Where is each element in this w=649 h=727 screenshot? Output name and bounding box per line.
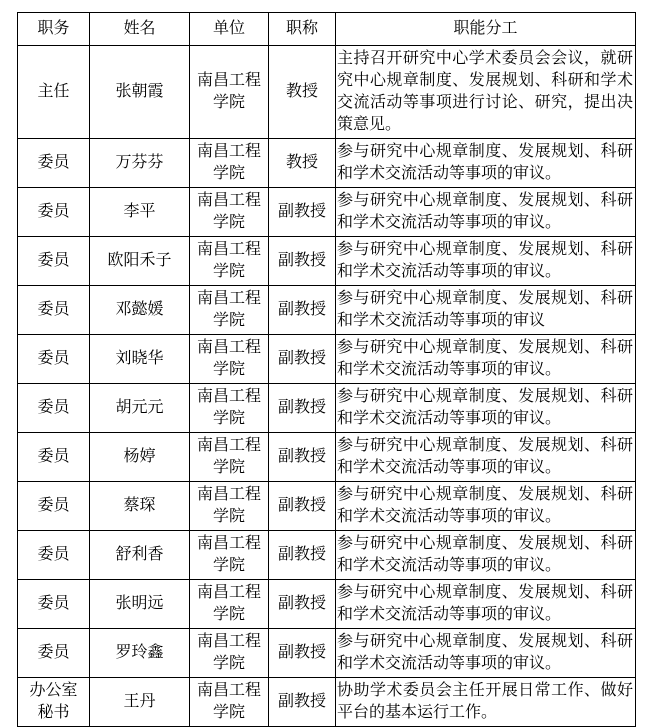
column-header-title: 职称	[269, 13, 336, 46]
cell-duty: 参与研究中心规章制度、发展规划、科研和学术交流活动等事项的审议	[336, 286, 636, 335]
cell-unit: 南昌工程学院	[190, 139, 269, 188]
cell-position: 委员	[18, 237, 90, 286]
cell-position: 委员	[18, 384, 90, 433]
cell-unit: 南昌工程学院	[190, 482, 269, 531]
cell-title: 副教授	[269, 580, 336, 629]
cell-duty: 协助学术委员会主任开展日常工作、做好平台的基本运行工作。	[336, 678, 636, 727]
table-row	[18, 482, 636, 531]
table-row	[18, 46, 636, 139]
table-row	[18, 139, 636, 188]
cell-title: 副教授	[269, 188, 336, 237]
table-row	[18, 678, 636, 727]
cell-title: 副教授	[269, 286, 336, 335]
cell-unit: 南昌工程学院	[190, 678, 269, 727]
table-header-row	[18, 13, 636, 46]
cell-title: 教授	[269, 46, 336, 139]
cell-unit: 南昌工程学院	[190, 286, 269, 335]
cell-unit: 南昌工程学院	[190, 384, 269, 433]
cell-name: 欧阳禾子	[90, 237, 190, 286]
table-row	[18, 629, 636, 678]
cell-position: 主任	[18, 46, 90, 139]
column-header-name: 姓名	[90, 13, 190, 46]
cell-duty: 参与研究中心规章制度、发展规划、科研和学术交流活动等事项的审议。	[336, 139, 636, 188]
table-row	[18, 335, 636, 384]
cell-duty: 参与研究中心规章制度、发展规划、科研和学术交流活动等事项的审议。	[336, 335, 636, 384]
cell-unit: 南昌工程学院	[190, 335, 269, 384]
column-header-position: 职务	[18, 13, 90, 46]
cell-duty: 参与研究中心规章制度、发展规划、科研和学术交流活动等事项的审议。	[336, 482, 636, 531]
cell-duty: 参与研究中心规章制度、发展规划、科研和学术交流活动等事项的审议。	[336, 237, 636, 286]
cell-name: 王丹	[90, 678, 190, 727]
table-row	[18, 531, 636, 580]
table-row	[18, 433, 636, 482]
cell-duty: 参与研究中心规章制度、发展规划、科研和学术交流活动等事项的审议。	[336, 629, 636, 678]
cell-position: 委员	[18, 335, 90, 384]
cell-unit: 南昌工程学院	[190, 46, 269, 139]
cell-name: 舒利香	[90, 531, 190, 580]
cell-name: 张朝霞	[90, 46, 190, 139]
cell-name: 蔡琛	[90, 482, 190, 531]
cell-duty: 参与研究中心规章制度、发展规划、科研和学术交流活动等事项的审议。	[336, 531, 636, 580]
column-header-duty: 职能分工	[336, 13, 636, 46]
cell-position: 委员	[18, 531, 90, 580]
cell-position: 委员	[18, 188, 90, 237]
table-row	[18, 237, 636, 286]
cell-position: 委员	[18, 139, 90, 188]
cell-name: 杨婷	[90, 433, 190, 482]
cell-title: 副教授	[269, 433, 336, 482]
table-row	[18, 286, 636, 335]
cell-position: 委员	[18, 482, 90, 531]
cell-title: 副教授	[269, 629, 336, 678]
cell-name: 罗玲鑫	[90, 629, 190, 678]
table-row	[18, 384, 636, 433]
cell-unit: 南昌工程学院	[190, 531, 269, 580]
cell-position: 委员	[18, 580, 90, 629]
cell-duty: 参与研究中心规章制度、发展规划、科研和学术交流活动等事项的审议。	[336, 433, 636, 482]
cell-name: 张明远	[90, 580, 190, 629]
cell-title: 副教授	[269, 531, 336, 580]
cell-duty: 参与研究中心规章制度、发展规划、科研和学术交流活动等事项的审议。	[336, 188, 636, 237]
academic-committee-duty-table	[17, 12, 636, 727]
cell-duty: 主持召开研究中心学术委员会会议，就研究中心规章制度、发展规划、科研和学术交流活动等事项进行讨论、研究，提出决策意见。	[336, 46, 636, 139]
table-row	[18, 580, 636, 629]
cell-unit: 南昌工程学院	[190, 237, 269, 286]
cell-title: 副教授	[269, 482, 336, 531]
cell-unit: 南昌工程学院	[190, 629, 269, 678]
cell-title: 教授	[269, 139, 336, 188]
cell-title: 副教授	[269, 678, 336, 727]
cell-name: 刘晓华	[90, 335, 190, 384]
cell-position: 委员	[18, 286, 90, 335]
cell-unit: 南昌工程学院	[190, 433, 269, 482]
cell-name: 胡元元	[90, 384, 190, 433]
cell-name: 李平	[90, 188, 190, 237]
cell-name: 邓懿媛	[90, 286, 190, 335]
cell-unit: 南昌工程学院	[190, 580, 269, 629]
column-header-unit: 单位	[190, 13, 269, 46]
cell-duty: 参与研究中心规章制度、发展规划、科研和学术交流活动等事项的审议。	[336, 384, 636, 433]
cell-name: 万芬芬	[90, 139, 190, 188]
cell-position: 委员	[18, 433, 90, 482]
cell-duty: 参与研究中心规章制度、发展规划、科研和学术交流活动等事项的审议。	[336, 580, 636, 629]
table-body	[18, 46, 636, 727]
table-row	[18, 188, 636, 237]
cell-title: 副教授	[269, 237, 336, 286]
cell-title: 副教授	[269, 335, 336, 384]
cell-position: 办公室秘书	[18, 678, 90, 727]
cell-unit: 南昌工程学院	[190, 188, 269, 237]
cell-position: 委员	[18, 629, 90, 678]
table-header	[18, 13, 636, 46]
cell-title: 副教授	[269, 384, 336, 433]
